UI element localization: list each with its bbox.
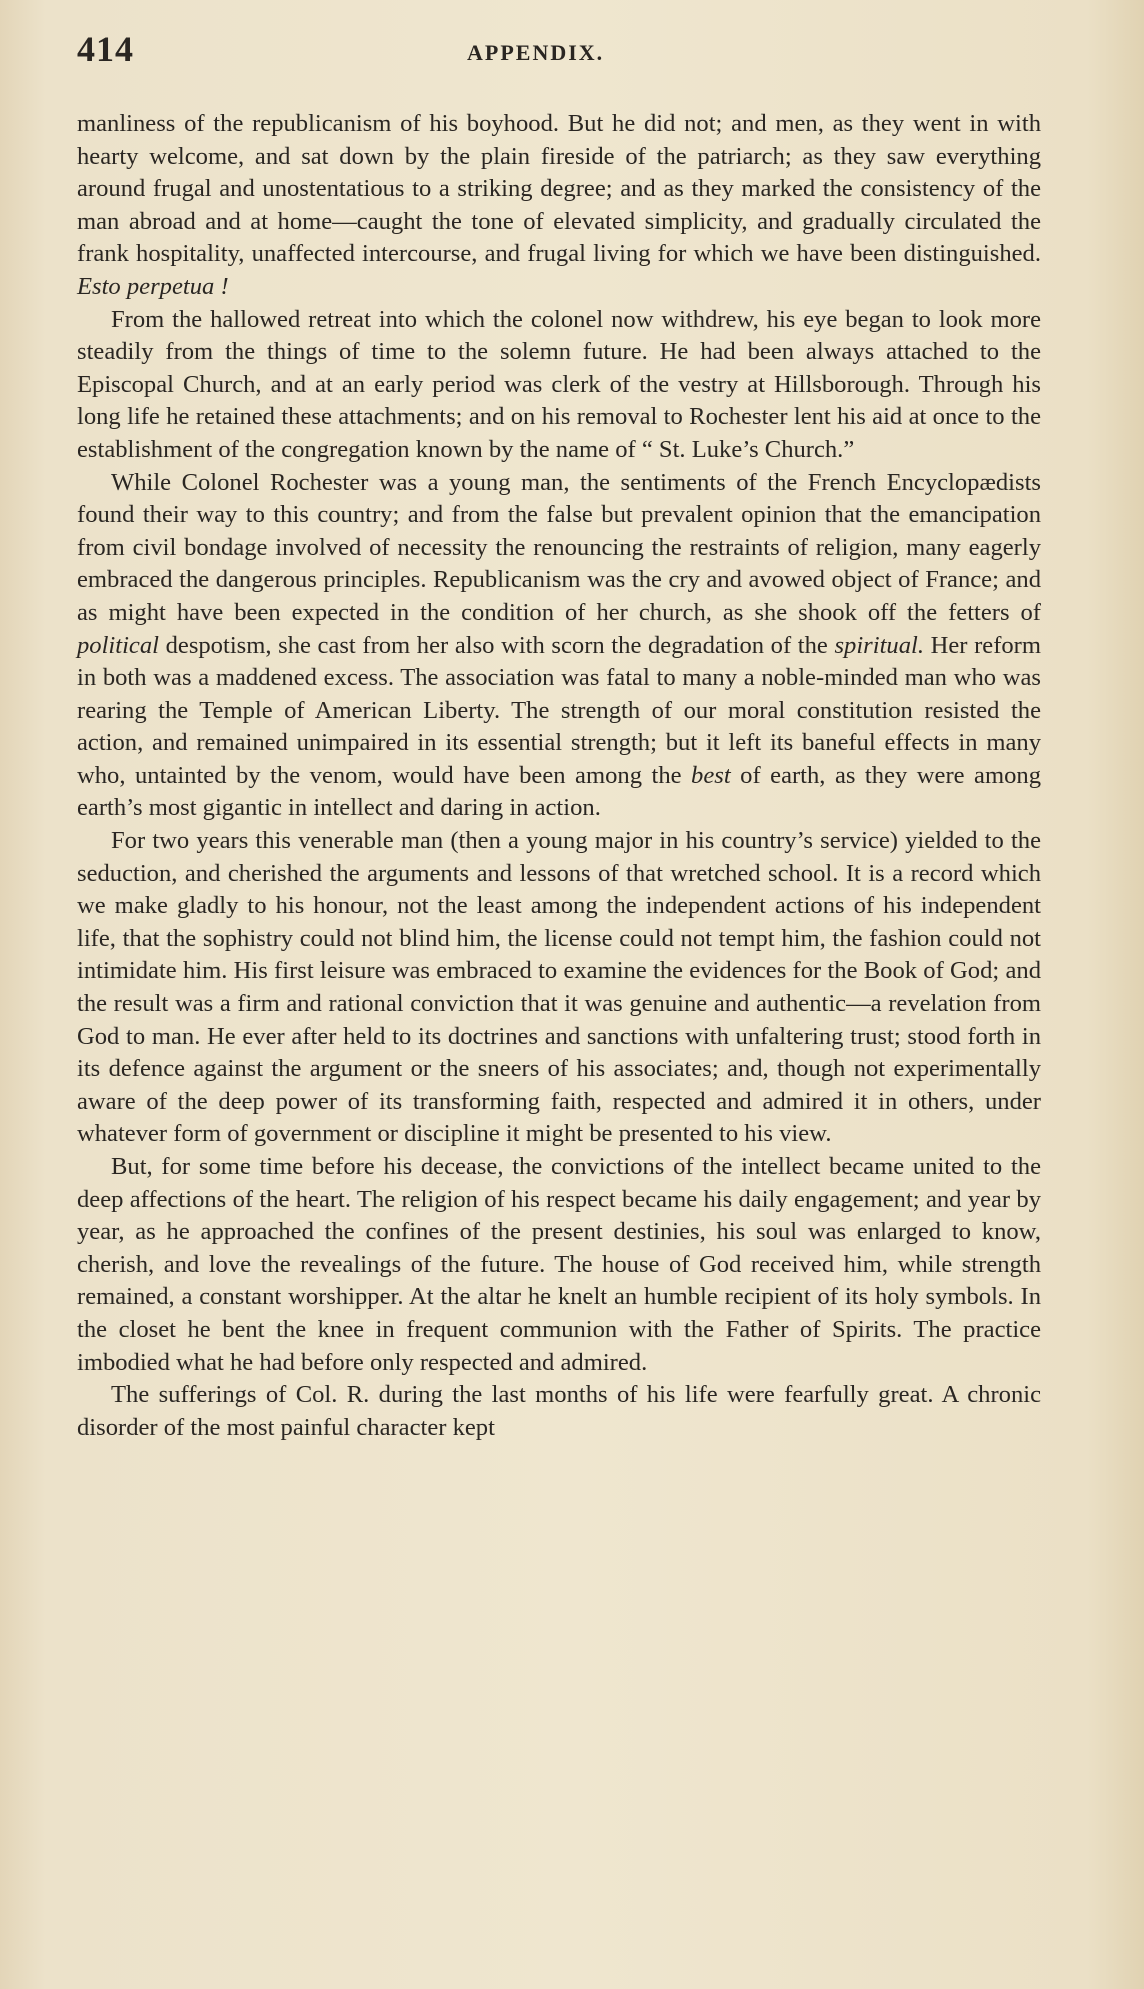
paragraph bbox=[77, 1379, 1041, 1444]
paragraph-text: For two years this venerable man (then a young major in his country’s service) yielded to the seduction, and cherished the arguments and lessons of that wretched school. It is a record which we make gladly to his honour, not the least among the independent actions of his independent life, that the sophistry could not blind him, the license could not tempt him, the fashion could not intimidate him. His first leisure was embraced to examine the evidences for the Book of God; and the result was a firm and rational conviction that it was genuine and authentic—a revelation from God to man. He ever after held to its doctrines and sanctions with unfaltering trust; stood forth in its defence against the argument or the sneers of his associates; and, though not experimentally aware of the deep power of its transforming faith, respected and admired it in others, under whatever form of government or discipline it might be presented to his view. bbox=[77, 827, 1041, 1148]
paragraph-text: The sufferings of Col. R. during the last months of his life were fearfully great. A chronic disorder of the most painful character kept bbox=[77, 1381, 1041, 1441]
paragraph bbox=[77, 108, 1041, 304]
paragraph-text: manliness of the republicanism of his boyhood. But he did not; and men, as they went in with hearty welcome, and sat down by the plain fireside of the patriarch; as they saw everything around frugal and unostentatious to a striking degree; and as they marked the consistency of the man abroad and at home—caught the tone of elevated simplicity, and gradually circulated the frank hospitality, unaffected intercourse, and frugal living for which we have been distinguished. bbox=[77, 110, 1041, 268]
paragraph-text: While Colonel Rochester was a young man, the sentiments of the French Encyclopædists found their way to this country; and from the false but prevalent opinion that the emancipation from civil bondage involved of necessity the renouncing the restraints of religion, many eagerly embraced the dangerous principles. Republicanism was the cry and avowed object of France; and as might have been expected in the condition of her church, as she shook off the fetters of bbox=[77, 468, 1041, 626]
paragraph-text: But, for some time before his decease, the convictions of the intellect became united to the deep affections of the heart. The religion of his respect became his daily engagement; and year by year, as he approached the confines of the present destinies, his soul was enlarged to know, cherish, and love the revealings of the future. The house of God received him, while strength remained, a constant worshipper. At the altar he knelt an humble recipient of its holy symbols. In the closet he bent the knee in frequent communion with the Father of Spirits. The practice imbodied what he had before only respected and admired. bbox=[77, 1153, 1041, 1376]
paragraph bbox=[77, 304, 1041, 467]
paragraph-text: Her reform in both was a maddened excess. The association was fatal to many a noble-minded man who was rearing the Temple of American Liberty. The strength of our moral constitution resisted the action, and remained unimpaired in its essential strength; but it left its baneful effects in many who, untainted by the venom, would have been among the bbox=[77, 631, 1042, 789]
running-head: APPENDIX. bbox=[467, 40, 605, 65]
paragraph bbox=[77, 467, 1041, 826]
italic-text: spiritual. bbox=[834, 631, 924, 659]
page-number: 414 bbox=[77, 29, 134, 69]
italic-text: political bbox=[77, 631, 159, 659]
paragraph-text: despotism, she cast from her also with scorn the degradation of the bbox=[158, 631, 835, 659]
paragraph-text: From the hallowed retreat into which the colonel now withdrew, his eye began to look more steadily from the things of time to the solemn future. He had been always attached to the Episcopal Church, and at an early period was clerk of the vestry at Hillsborough. Through his long life he retained these attachments; and on his removal to Rochester lent his aid at once to the establishment of the congregation known by the name of “ St. Luke’s Church.” bbox=[77, 305, 1041, 463]
page-header bbox=[77, 28, 1047, 78]
italic-text: Esto perpetua ! bbox=[77, 272, 229, 300]
paragraph bbox=[77, 1151, 1041, 1379]
paragraph bbox=[77, 825, 1041, 1151]
body-text bbox=[77, 108, 1041, 1444]
paragraph-text: of earth, as they were among earth’s most gigantic in intellect and daring in action. bbox=[77, 761, 1041, 822]
italic-text: best bbox=[691, 761, 731, 789]
